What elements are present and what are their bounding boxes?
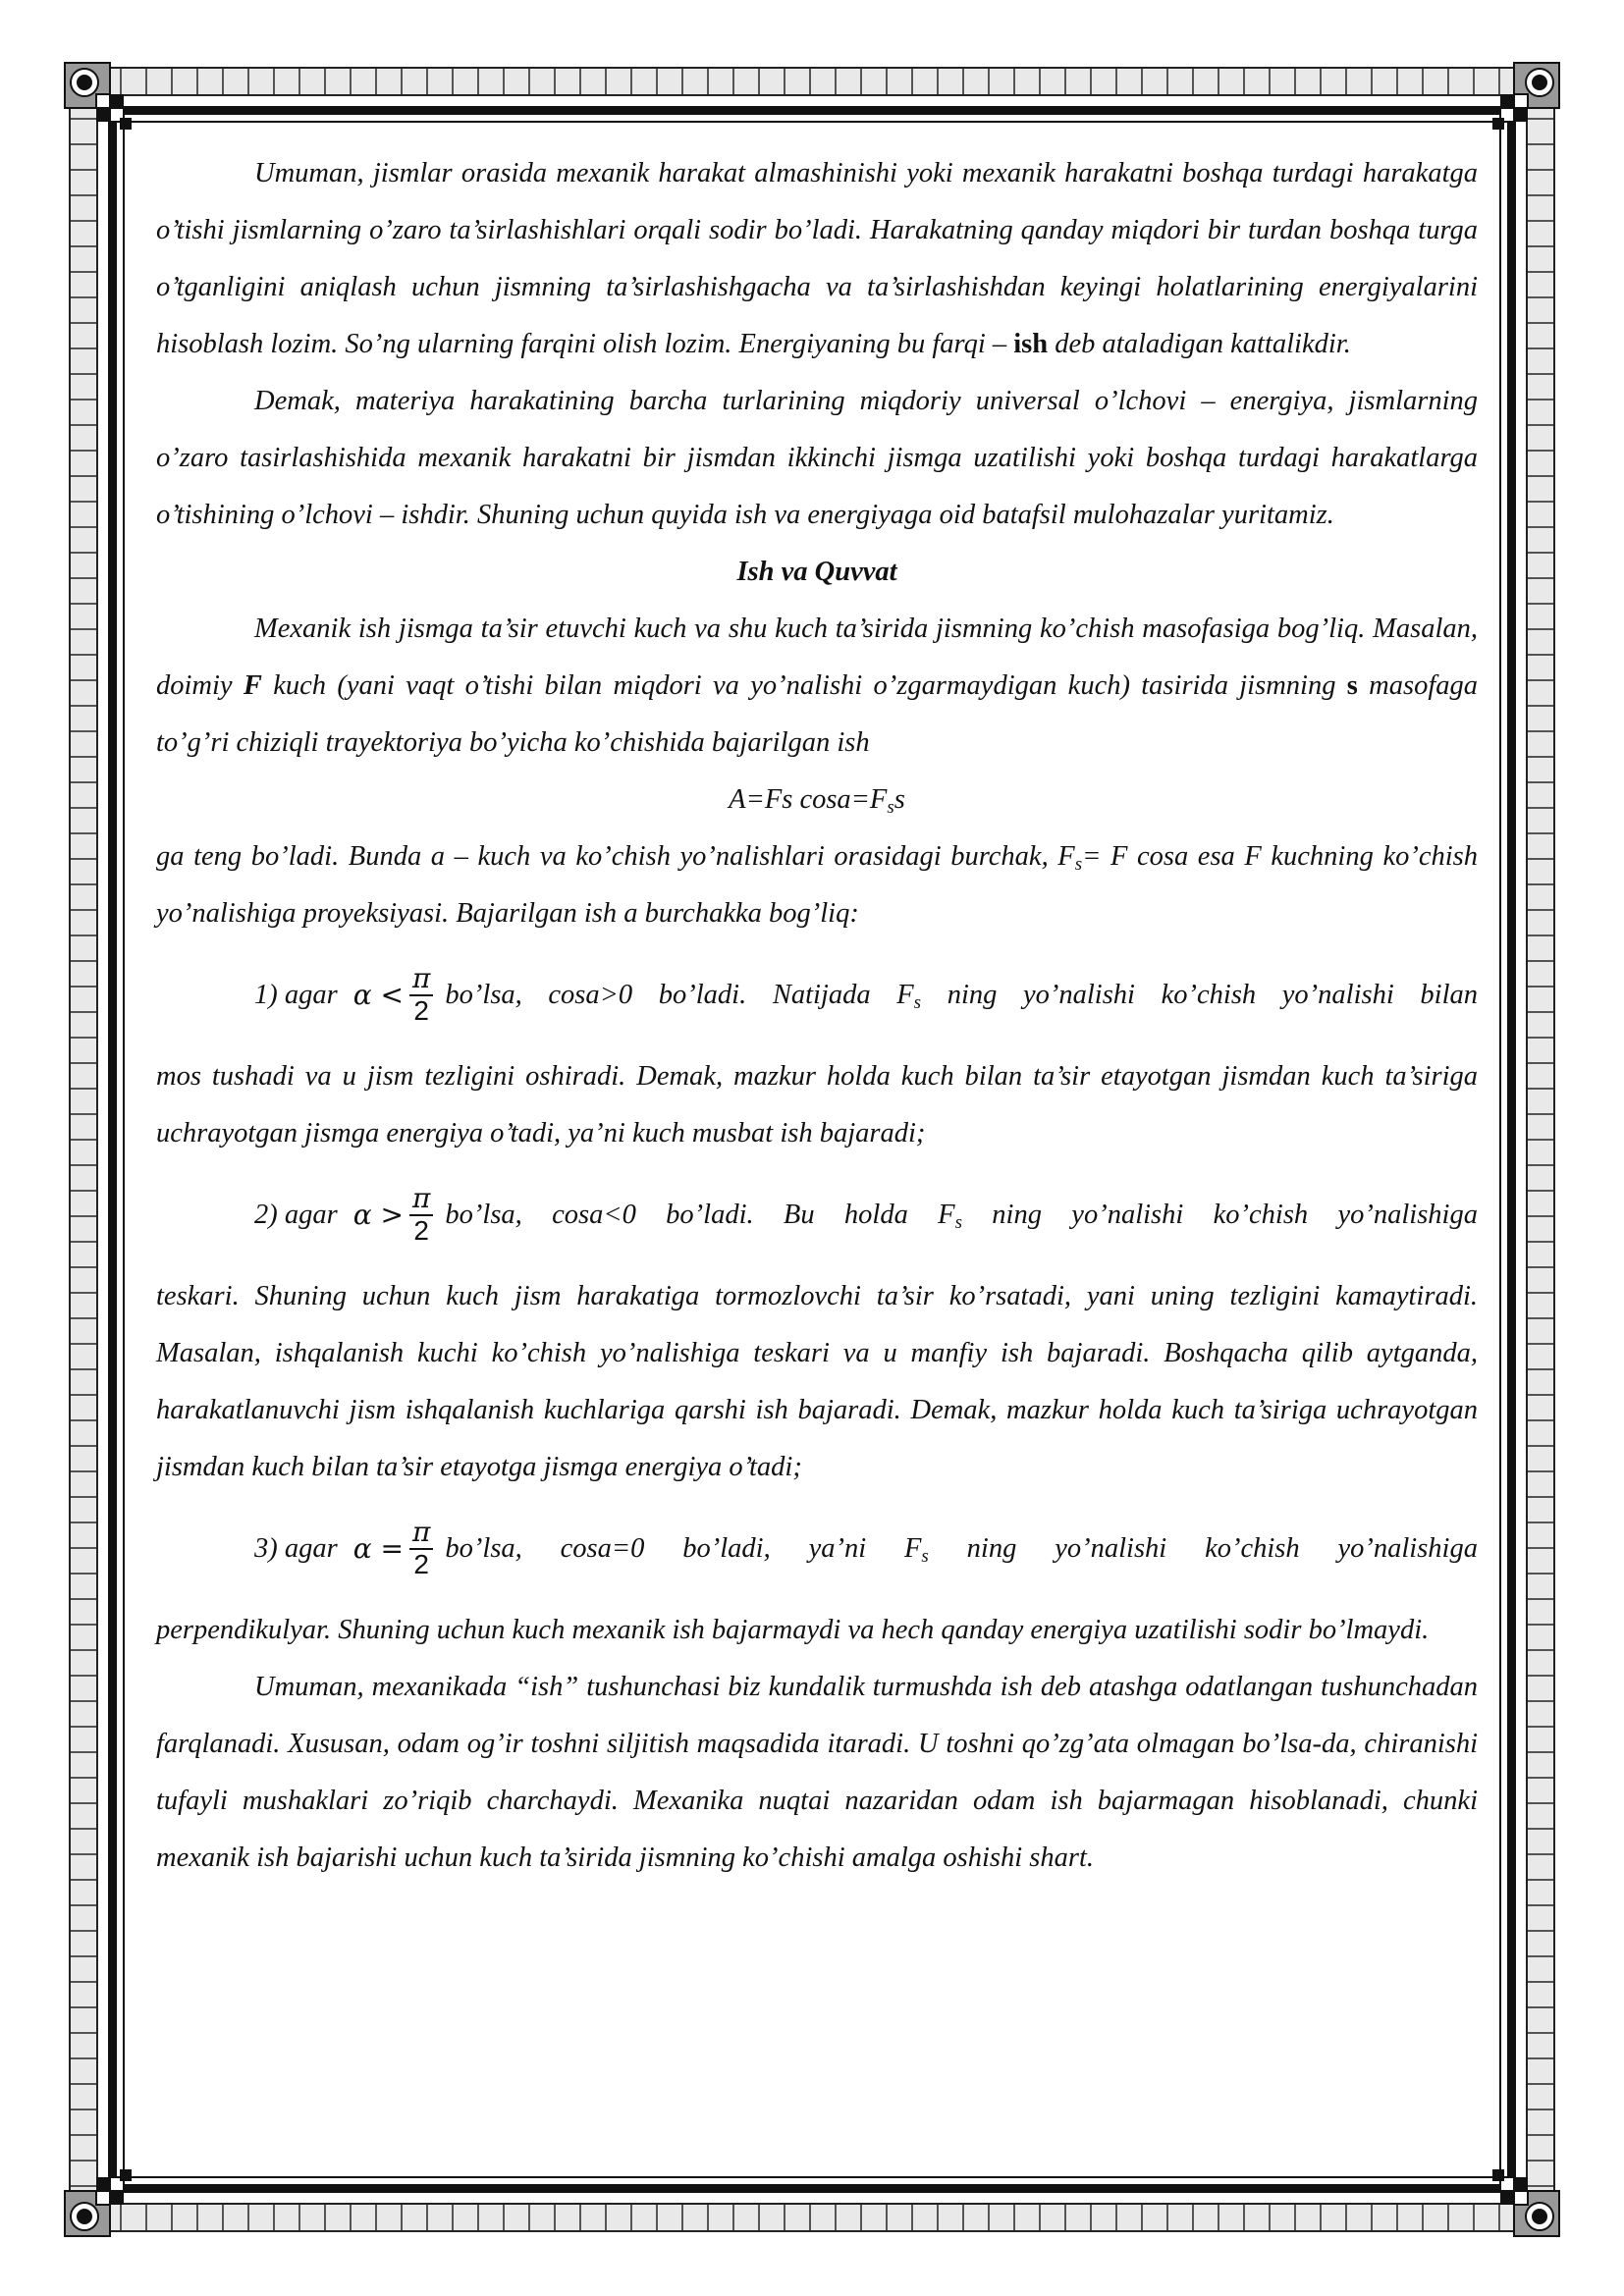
case-text: bo’lsa, cosa>0 bo’ladi. Natijada F	[445, 980, 914, 1010]
term-ish: ish	[1013, 329, 1049, 359]
fraction-pi-over-2	[409, 1518, 433, 1580]
math-equation	[353, 1518, 434, 1580]
case-line	[445, 1187, 1478, 1244]
subscript: s	[954, 1212, 962, 1233]
case-label: 1) agar	[254, 980, 338, 1010]
corner-ornament-icon	[63, 2167, 134, 2238]
corner-ornament-icon	[1490, 61, 1561, 132]
document-body	[156, 145, 1478, 1887]
case-3-explanation: perpendikulyar. Shuning uchun kuch mexanik ish bajarmaydi va hech qanday energiya uzatilishi sodir bo’lmaydi.	[156, 1615, 1430, 1645]
fraction-denominator: 2	[413, 1215, 429, 1246]
subscript: s	[913, 992, 922, 1013]
case-text: bo’lsa, cosa<0 bo’ladi. Bu holda F	[445, 1200, 955, 1230]
corner-ornament-icon	[1490, 2167, 1561, 2238]
paragraph-text: ga teng bo’ladi. Bunda a – kuch va ko’chish yo’nalishlari orasidagi burchak, F	[156, 841, 1075, 872]
case-1-explanation: mos tushadi va u jism tezligini oshiradi. Demak, mazkur holda kuch bilan ta’sir etayotgan jismdan kuch ta’siriga uchrayotgan jismga energiya o’tadi, ya’ni kuch musbat ish bajaradi;	[156, 1061, 1478, 1148]
paragraph-text: masofaga to’g’ri chiziqli trayektoriya bo’yicha ko’chishida bajarilgan ish	[156, 670, 1479, 758]
border-strip-left	[69, 92, 98, 2207]
case-label: 2) agar	[254, 1200, 338, 1230]
formula-subscript: s	[887, 797, 894, 818]
case-text: bo’lsa, cosa=0 bo’ladi, ya’ni F	[445, 1533, 922, 1564]
paragraph-energy-measure: Demak, materiya harakatining barcha turlarining miqdoriy universal o’lchovi – energiya, jismlarning o’zaro tasirlashishida mexanik harakatni bir jismdan ikkinchi jismga uzatilishi yoki boshqa turdagi harakatlarga o’tishining o’lchovi – ishdir. Shuning uchun quyida ish va energiyaga oid batafsil mulohazalar yuritamiz.	[156, 386, 1478, 530]
fraction-numerator: π	[409, 1184, 433, 1216]
paragraph-mechanical-work	[156, 601, 1478, 772]
border-strip-top	[94, 67, 1530, 96]
subscript: s	[1074, 854, 1083, 875]
paragraph-text: Umuman, jismlar orasida mexanik harakat almashinishi yoki mexanik harakatni boshqa turdagi harakatga o’tishi jismlarning o’zaro ta’sirlashishlari orqali sodir bo’ladi. Harakatning qanday miqdori bir turdan boshqa turga o’tganligini aniqlash uchun jismning ta’sirlashishgacha va ta’sirlashishdan keyingi holatlarining energiyalarini hisoblash lozim. So’ng ularning farqini olish lozim. Energiyaning bu farqi –	[156, 158, 1478, 359]
case-text: ning yo’nalishi ko’chish yo’nalishi bilan	[921, 980, 1478, 1010]
fraction-numerator: π	[409, 1518, 433, 1550]
case-text: ning yo’nalishi ko’chish yo’nalishiga	[961, 1200, 1478, 1230]
paragraph-text: = F cosa esa F kuchning ko’chish yo’nalishiga proyeksiyasi. Bajarilgan ish a burchakka bog’liq:	[156, 841, 1478, 929]
fraction-denominator: 2	[413, 995, 429, 1026]
fraction-numerator: π	[409, 964, 433, 996]
case-2-condition	[156, 1162, 1478, 1268]
math-inequality	[353, 1184, 434, 1247]
paragraph-text: kuch (yani vaqt o’tishi bilan miqdori va yo’nalishi o’zgarmaydigan kuch) tasirida jismning	[261, 670, 1347, 701]
formula-text: A=Fs cosa=F	[729, 784, 888, 815]
corner-ornament-icon	[63, 61, 134, 132]
fraction-denominator: 2	[413, 1549, 429, 1579]
work-formula	[156, 772, 1478, 828]
border-strip-right	[1526, 92, 1555, 2207]
paragraph-angle-definition	[156, 828, 1478, 942]
formula-text: s	[893, 784, 905, 815]
border-strip-bottom	[94, 2203, 1530, 2232]
case-line	[445, 967, 1478, 1024]
symbol-force: F	[243, 670, 262, 701]
case-3-condition	[156, 1496, 1478, 1602]
fraction-pi-over-2	[409, 1184, 433, 1247]
case-text: ning yo’nalishi ko’chish yo’nalishiga	[928, 1533, 1478, 1564]
paragraph-text: deb ataladigan kattalikdir.	[1048, 329, 1351, 359]
math-inequality	[353, 964, 434, 1027]
paragraph-text: Mexanik ish jismga ta’sir etuvchi kuch va shu kuch ta’sirida jismning ko’chish masofasiga bog’liq. Masalan, doimiy	[156, 614, 1478, 701]
section-heading: Ish va Quvvat	[736, 557, 897, 587]
math-symbol: α =	[352, 1532, 404, 1565]
case-label: 3) agar	[254, 1533, 338, 1564]
paragraph-everyday-work: Umuman, mexanikada “ish” tushunchasi biz kundalik turmushda ish deb atashga odatlangan tushunchadan farqlanadi. Xususan, odam og’ir toshni siljitish maqsadida itaradi. U toshni qo’zg’ata olmagan bo’lsa-da, chiranishi tufayli mushaklari zo’riqib charchaydi. Mexanika nuqtai nazaridan odam ish bajarmagan hisoblanadi, chunki mexanik ish bajarishi uchun kuch ta’sirida jismning ko’chishi amalga oshishi shart.	[156, 1672, 1478, 1873]
case-2-explanation: teskari. Shuning uchun kuch jism harakatiga tormozlovchi ta’sir ko’rsatadi, yani uning tezligini kamaytiradi. Masalan, ishqalanish kuchi ko’chish yo’nalishiga teskari va u manfiy ish bajaradi. Boshqacha qilib aytganda, harakatlanuvchi jism ishqalanish kuchlariga qarshi ish bajaradi. Demak, mazkur holda kuch ta’siriga uchrayotgan jismdan kuch bilan ta’sir etayotga jismga energiya o’tadi;	[156, 1281, 1478, 1482]
math-symbol: α >	[352, 1199, 404, 1231]
subscript: s	[921, 1546, 929, 1567]
symbol-distance: s	[1346, 670, 1358, 701]
case-line	[445, 1521, 1478, 1577]
case-1-condition	[156, 942, 1478, 1048]
fraction-pi-over-2	[409, 964, 433, 1027]
paragraph-energy-difference	[156, 145, 1478, 373]
math-symbol: α <	[352, 979, 404, 1011]
